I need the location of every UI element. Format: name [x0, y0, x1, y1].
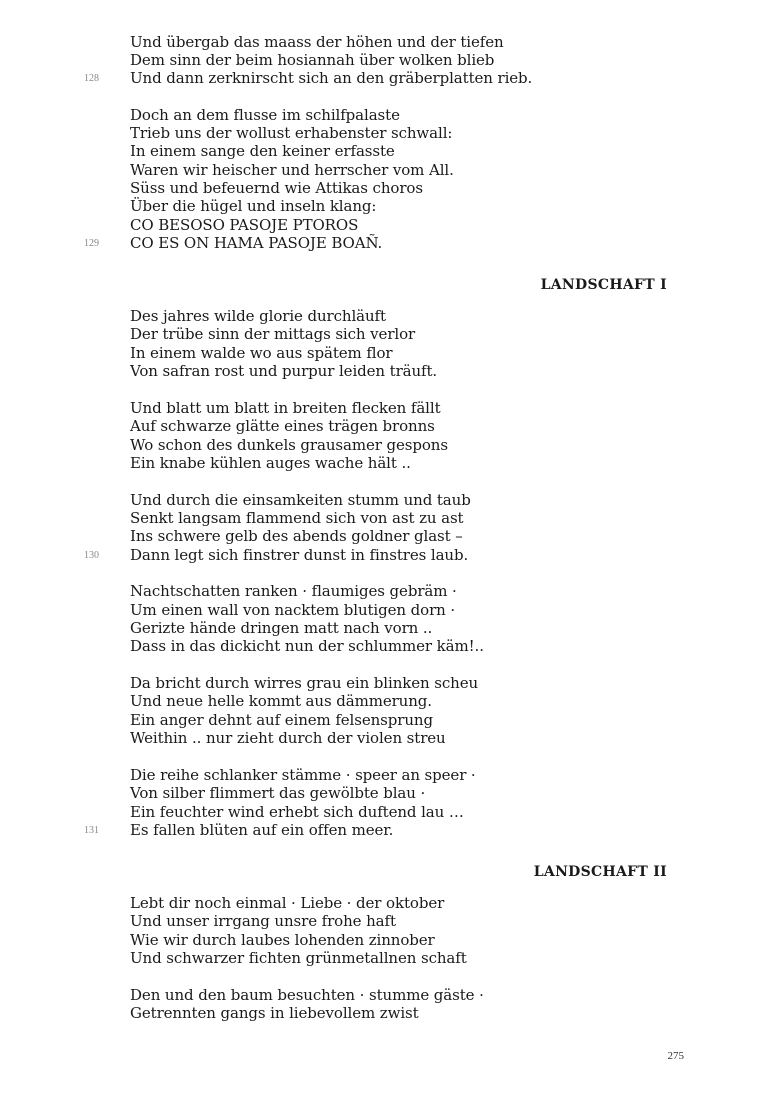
verse-line: Es fallen blüten auf ein offen meer. — [130, 821, 394, 839]
verse-line: Und dann zerknirscht sich an den gräberplatten rieb. — [130, 69, 533, 87]
verse-line: CO BESOSO PASOJE PTOROS — [130, 216, 359, 234]
verse-line: Um einen wall von nacktem blutigen dorn · — [130, 601, 456, 619]
verse-line: Und durch die einsamkeiten stumm und taub — [130, 491, 471, 509]
verse-line: Dem sinn der beim hosiannah über wolken blieb — [130, 51, 495, 69]
verse-line: Senkt langsam flammend sich von ast zu ast — [130, 509, 464, 527]
verse-line: Den und den baum besuchten · stumme gäste · — [130, 986, 484, 1004]
verse-line: Ein feuchter wind erhebt sich duftend lau … — [130, 803, 464, 821]
verse-line: Ein anger dehnt auf einem felsensprung — [130, 711, 433, 729]
line-number: 128 — [84, 73, 99, 84]
verse-line: Weithin .. nur zieht durch der violen streu — [130, 729, 446, 747]
verse-line: In einem walde wo aus spätem flor — [130, 344, 393, 362]
verse-line: Ein knabe kühlen auges wache hält .. — [130, 454, 411, 472]
verse-line: Die reihe schlanker stämme · speer an speer · — [130, 766, 476, 784]
verse-line: CO ES ON HAMA PASOJE BOAÑ. — [130, 234, 383, 252]
section-heading: LANDSCHAFT I — [540, 277, 667, 293]
verse-line: Und neue helle kommt aus dämmerung. — [130, 692, 432, 710]
verse-line: Doch an dem flusse im schilfpalaste — [130, 106, 400, 124]
verse-line: Lebt dir noch einmal · Liebe · der oktober — [130, 894, 445, 912]
page-number: 275 — [667, 1050, 684, 1062]
verse-line: Über die hügel und inseln klang: — [130, 197, 377, 215]
verse-line: Und unser irrgang unsre frohe haft — [130, 912, 396, 930]
verse-line: Von safran rost und purpur leiden träuft. — [130, 362, 438, 380]
verse-line: Dann legt sich finstrer dunst in finstres laub. — [130, 546, 469, 564]
verse-line: Nachtschatten ranken · flaumiges gebräm · — [130, 582, 457, 600]
verse-line: Von silber flimmert das gewölbte blau · — [130, 784, 426, 802]
verse-line: In einem sange den keiner erfasste — [130, 142, 395, 160]
line-number: 129 — [84, 238, 99, 249]
verse-line: Getrennten gangs in liebevollem zwist — [130, 1004, 419, 1022]
verse-line: Süss und befeuernd wie Attikas choros — [130, 179, 423, 197]
verse-line: Und blatt um blatt in breiten flecken fällt — [130, 399, 441, 417]
section-heading: LANDSCHAFT II — [533, 864, 667, 880]
line-number: 131 — [84, 825, 99, 836]
verse-line: Waren wir heischer und herrscher vom All. — [130, 161, 454, 179]
verse-line: Da bricht durch wirres grau ein blinken scheu — [130, 674, 479, 692]
verse-line: Gerizte hände dringen matt nach vorn .. — [130, 619, 433, 637]
verse-line: Wie wir durch laubes lohenden zinnober — [130, 931, 435, 949]
verse-line: Dass in das dickicht nun der schlummer käm!.. — [130, 637, 484, 655]
verse-line: Wo schon des dunkels grausamer gespons — [130, 436, 448, 454]
verse-line: Und schwarzer fichten grünmetallnen schaft — [130, 949, 467, 967]
verse-line: Und übergab das maass der höhen und der tiefen — [130, 33, 504, 51]
verse-line: Der trübe sinn der mittags sich verlor — [130, 325, 416, 343]
verse-line: Ins schwere gelb des abends goldner glast – — [130, 527, 463, 545]
verse-line: Des jahres wilde glorie durchläuft — [130, 307, 386, 325]
line-number: 130 — [84, 550, 99, 561]
verse-line: Auf schwarze glätte eines trägen bronns — [130, 417, 435, 435]
verse-line: Trieb uns der wollust erhabenster schwall: — [130, 124, 453, 142]
